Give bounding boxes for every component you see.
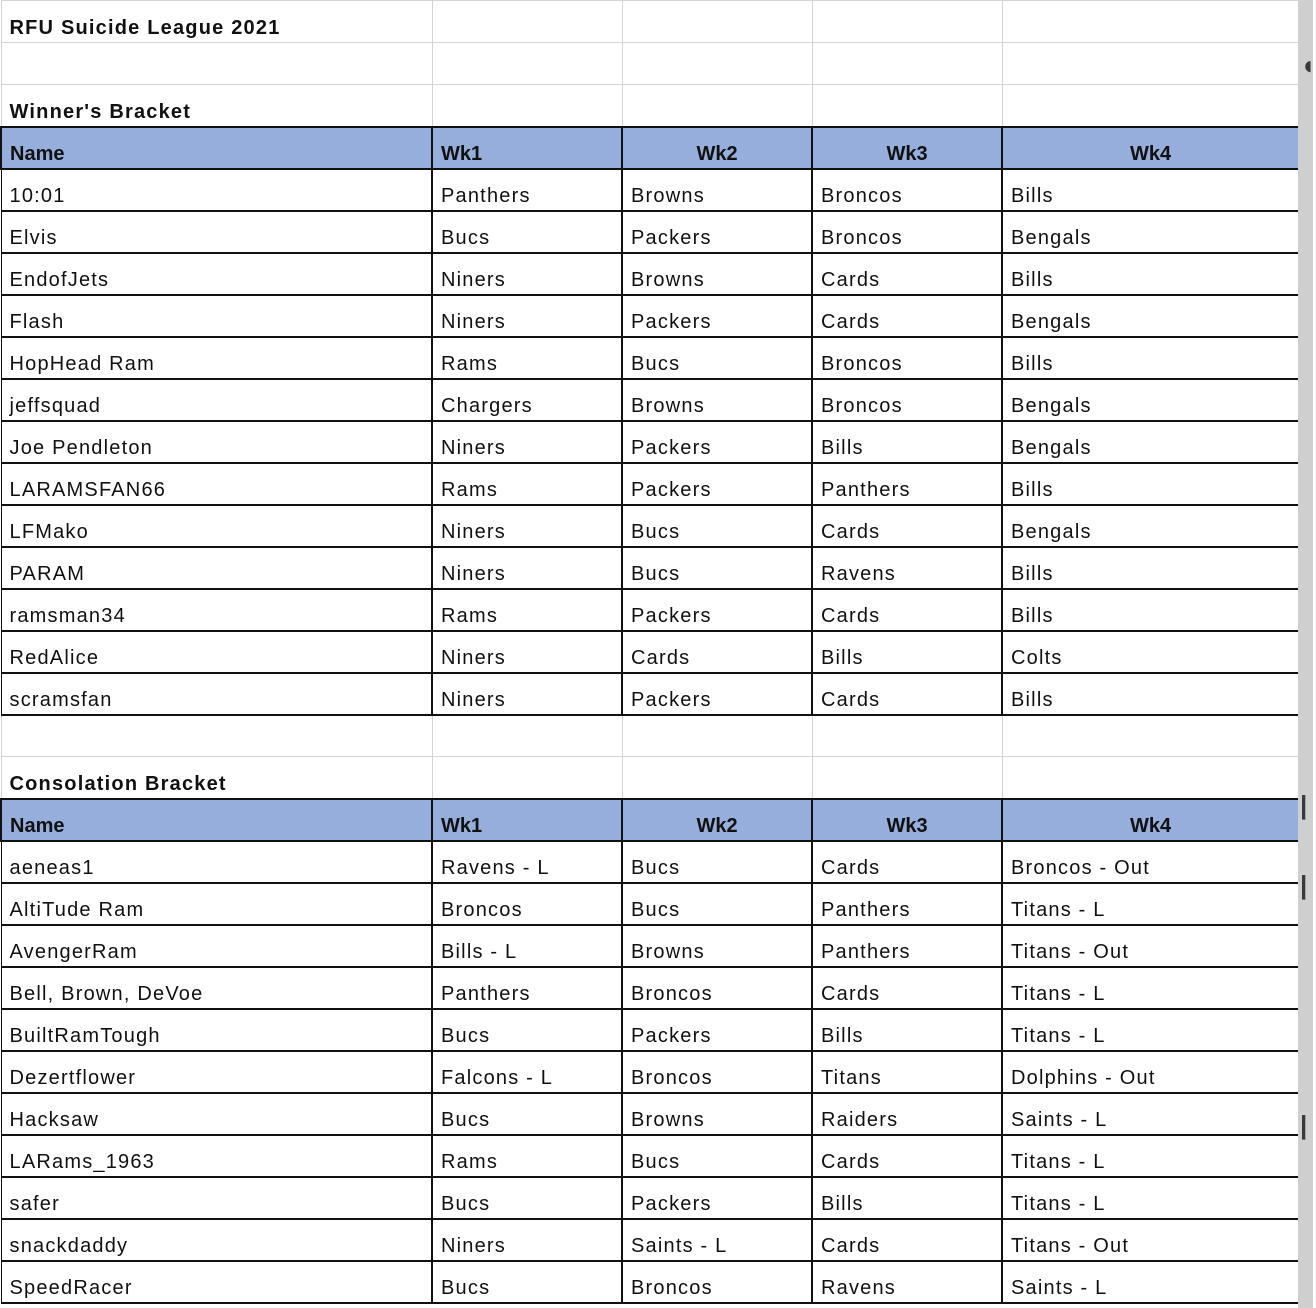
wk1-pick-cell[interactable]: Niners bbox=[432, 253, 622, 295]
player-name-cell[interactable]: LFMako bbox=[1, 505, 432, 547]
wk3-pick-cell[interactable]: Broncos bbox=[812, 211, 1002, 253]
wk2-pick-cell[interactable]: Saints - L bbox=[622, 1219, 812, 1261]
wk1-pick-cell[interactable]: Bucs bbox=[432, 1261, 622, 1303]
wk2-pick-cell[interactable]: Packers bbox=[622, 211, 812, 253]
header-wk2[interactable]: Wk2 bbox=[622, 799, 812, 841]
wk4-pick-cell[interactable]: Bengals bbox=[1002, 295, 1299, 337]
consolation-row bbox=[1, 1093, 1299, 1135]
player-name-cell[interactable]: Hacksaw bbox=[1, 1093, 432, 1135]
header-wk4[interactable]: Wk4 bbox=[1002, 799, 1299, 841]
wk3-pick-cell[interactable]: Bills bbox=[812, 631, 1002, 673]
player-name-cell[interactable]: LARAMSFAN66 bbox=[1, 463, 432, 505]
player-name-cell[interactable]: BuiltRamTough bbox=[1, 1009, 432, 1051]
wk2-pick-cell[interactable]: Packers bbox=[622, 463, 812, 505]
consolation-row bbox=[1, 967, 1299, 1009]
wk4-pick-cell[interactable]: Titans - L bbox=[1002, 1177, 1299, 1219]
consolation-row bbox=[1, 1177, 1299, 1219]
wk4-pick-cell[interactable]: Bills bbox=[1002, 673, 1299, 715]
consolation-row bbox=[1, 1051, 1299, 1093]
wk2-pick-cell[interactable]: Bucs bbox=[622, 547, 812, 589]
wk3-pick-cell[interactable]: Cards bbox=[812, 1135, 1002, 1177]
wk2-pick-cell[interactable]: Bucs bbox=[622, 505, 812, 547]
player-name-cell[interactable]: Joe Pendleton bbox=[1, 421, 432, 463]
wk1-pick-cell[interactable]: Niners bbox=[432, 1219, 622, 1261]
player-name-cell[interactable]: Dezertflower bbox=[1, 1051, 432, 1093]
wk4-pick-cell[interactable]: Titans - Out bbox=[1002, 1219, 1299, 1261]
wk4-pick-cell[interactable]: Bengals bbox=[1002, 211, 1299, 253]
wk1-pick-cell[interactable]: Bucs bbox=[432, 1093, 622, 1135]
wk1-pick-cell[interactable]: Panthers bbox=[432, 967, 622, 1009]
wk3-pick-cell[interactable]: Broncos bbox=[812, 379, 1002, 421]
player-name-cell[interactable]: AltiTude Ram bbox=[1, 883, 432, 925]
wk3-pick-cell[interactable]: Cards bbox=[812, 589, 1002, 631]
wk2-pick-cell[interactable]: Browns bbox=[622, 253, 812, 295]
wk2-pick-cell[interactable]: Browns bbox=[622, 1093, 812, 1135]
wk1-pick-cell[interactable]: Rams bbox=[432, 337, 622, 379]
winners-bracket-label[interactable]: Winner's Bracket bbox=[1, 85, 432, 127]
player-name-cell[interactable]: EndofJets bbox=[1, 253, 432, 295]
consolation-header-row bbox=[1, 799, 1299, 841]
wk4-pick-cell[interactable]: Bengals bbox=[1002, 505, 1299, 547]
winners-row bbox=[1, 589, 1299, 631]
header-wk3[interactable]: Wk3 bbox=[812, 127, 1002, 169]
wk3-pick-cell[interactable]: Cards bbox=[812, 505, 1002, 547]
wk4-pick-cell[interactable]: Bengals bbox=[1002, 379, 1299, 421]
wk1-pick-cell[interactable]: Chargers bbox=[432, 379, 622, 421]
player-name-cell[interactable]: scramsfan bbox=[1, 673, 432, 715]
winners-row bbox=[1, 379, 1299, 421]
wk1-pick-cell[interactable]: Ravens - L bbox=[432, 841, 622, 883]
wk1-pick-cell[interactable]: Niners bbox=[432, 505, 622, 547]
wk3-pick-cell[interactable]: Bills bbox=[812, 1177, 1002, 1219]
partial-glyph: ◖ bbox=[1300, 50, 1316, 80]
winners-row bbox=[1, 547, 1299, 589]
partial-glyph: | bbox=[1300, 870, 1308, 900]
wk2-pick-cell[interactable]: Packers bbox=[622, 421, 812, 463]
wk4-pick-cell[interactable]: Bills bbox=[1002, 463, 1299, 505]
winners-row bbox=[1, 169, 1299, 211]
player-name-cell[interactable]: Elvis bbox=[1, 211, 432, 253]
winners-row bbox=[1, 505, 1299, 547]
player-name-cell[interactable]: LARams_1963 bbox=[1, 1135, 432, 1177]
header-wk3[interactable]: Wk3 bbox=[812, 799, 1002, 841]
wk4-pick-cell[interactable]: Dolphins - Out bbox=[1002, 1051, 1299, 1093]
wk4-pick-cell[interactable]: Colts bbox=[1002, 631, 1299, 673]
wk4-pick-cell[interactable]: Bills bbox=[1002, 589, 1299, 631]
wk1-pick-cell[interactable]: Panthers bbox=[432, 169, 622, 211]
winners-row bbox=[1, 631, 1299, 673]
wk2-pick-cell[interactable]: Cards bbox=[622, 631, 812, 673]
wk4-pick-cell[interactable]: Titans - L bbox=[1002, 967, 1299, 1009]
wk2-pick-cell[interactable]: Packers bbox=[622, 1009, 812, 1051]
winners-row bbox=[1, 337, 1299, 379]
player-name-cell[interactable]: Flash bbox=[1, 295, 432, 337]
wk1-pick-cell[interactable]: Bills - L bbox=[432, 925, 622, 967]
wk4-pick-cell[interactable]: Bills bbox=[1002, 253, 1299, 295]
wk3-pick-cell[interactable]: Bills bbox=[812, 1009, 1002, 1051]
player-name-cell[interactable]: PARAM bbox=[1, 547, 432, 589]
consolation-row bbox=[1, 1009, 1299, 1051]
wk2-pick-cell[interactable]: Packers bbox=[622, 295, 812, 337]
wk4-pick-cell[interactable]: Saints - L bbox=[1002, 1093, 1299, 1135]
winners-row bbox=[1, 295, 1299, 337]
winners-row bbox=[1, 463, 1299, 505]
wk4-pick-cell[interactable]: Bills bbox=[1002, 547, 1299, 589]
wk3-pick-cell[interactable]: Ravens bbox=[812, 547, 1002, 589]
consolation-row bbox=[1, 841, 1299, 883]
wk3-pick-cell[interactable]: Cards bbox=[812, 967, 1002, 1009]
winners-row bbox=[1, 211, 1299, 253]
winners-header-row bbox=[1, 127, 1299, 169]
player-name-cell[interactable]: HopHead Ram bbox=[1, 337, 432, 379]
wk1-pick-cell[interactable]: Bucs bbox=[432, 1009, 622, 1051]
wk1-pick-cell[interactable]: Niners bbox=[432, 547, 622, 589]
consolation-row bbox=[1, 925, 1299, 967]
wk3-pick-cell[interactable]: Cards bbox=[812, 295, 1002, 337]
partial-glyph: | bbox=[1300, 790, 1308, 820]
wk4-pick-cell[interactable]: Saints - L bbox=[1002, 1261, 1299, 1303]
winners-row bbox=[1, 673, 1299, 715]
sheet-title[interactable]: RFU Suicide League 2021 bbox=[1, 1, 432, 43]
winners-row bbox=[1, 421, 1299, 463]
consolation-bracket-label[interactable]: Consolation Bracket bbox=[1, 757, 432, 799]
wk4-pick-cell[interactable]: Bengals bbox=[1002, 421, 1299, 463]
wk1-pick-cell[interactable]: Rams bbox=[432, 589, 622, 631]
wk3-pick-cell[interactable]: Panthers bbox=[812, 883, 1002, 925]
wk4-pick-cell[interactable]: Titans - L bbox=[1002, 1009, 1299, 1051]
wk3-pick-cell[interactable]: Ravens bbox=[812, 1261, 1002, 1303]
wk1-pick-cell[interactable]: Broncos bbox=[432, 883, 622, 925]
wk2-pick-cell[interactable]: Broncos bbox=[622, 1051, 812, 1093]
wk3-pick-cell[interactable]: Cards bbox=[812, 673, 1002, 715]
wk1-pick-cell[interactable]: Niners bbox=[432, 421, 622, 463]
wk3-pick-cell[interactable]: Broncos bbox=[812, 169, 1002, 211]
player-name-cell[interactable]: ramsman34 bbox=[1, 589, 432, 631]
wk3-pick-cell[interactable]: Panthers bbox=[812, 925, 1002, 967]
wk3-pick-cell[interactable]: Cards bbox=[812, 253, 1002, 295]
wk2-pick-cell[interactable]: Bucs bbox=[622, 883, 812, 925]
wk4-pick-cell[interactable]: Titans - Out bbox=[1002, 925, 1299, 967]
wk2-pick-cell[interactable]: Bucs bbox=[622, 841, 812, 883]
wk2-pick-cell[interactable]: Packers bbox=[622, 589, 812, 631]
header-name[interactable]: Name bbox=[1, 799, 432, 841]
wk2-pick-cell[interactable]: Bucs bbox=[622, 337, 812, 379]
player-name-cell[interactable]: Bell, Brown, DeVoe bbox=[1, 967, 432, 1009]
consolation-row bbox=[1, 1261, 1299, 1303]
wk1-pick-cell[interactable]: Falcons - L bbox=[432, 1051, 622, 1093]
player-name-cell[interactable]: jeffsquad bbox=[1, 379, 432, 421]
wk4-pick-cell[interactable]: Broncos - Out bbox=[1002, 841, 1299, 883]
wk2-pick-cell[interactable]: Packers bbox=[622, 1177, 812, 1219]
wk1-pick-cell[interactable]: Bucs bbox=[432, 211, 622, 253]
header-wk2[interactable]: Wk2 bbox=[622, 127, 812, 169]
wk1-pick-cell[interactable]: Rams bbox=[432, 1135, 622, 1177]
consolation-row bbox=[1, 883, 1299, 925]
adjacent-window-edge bbox=[1298, 0, 1316, 1308]
wk2-pick-cell[interactable]: Browns bbox=[622, 379, 812, 421]
wk2-pick-cell[interactable]: Broncos bbox=[622, 1261, 812, 1303]
wk3-pick-cell[interactable]: Bills bbox=[812, 421, 1002, 463]
player-name-cell[interactable]: safer bbox=[1, 1177, 432, 1219]
player-name-cell[interactable]: aeneas1 bbox=[1, 841, 432, 883]
wk2-pick-cell[interactable]: Broncos bbox=[622, 967, 812, 1009]
wk3-pick-cell[interactable]: Panthers bbox=[812, 463, 1002, 505]
wk4-pick-cell[interactable]: Titans - L bbox=[1002, 1135, 1299, 1177]
wk3-pick-cell[interactable]: Broncos bbox=[812, 337, 1002, 379]
player-name-cell[interactable]: 10:01 bbox=[1, 169, 432, 211]
player-name-cell[interactable]: SpeedRacer bbox=[1, 1261, 432, 1303]
header-wk1[interactable]: Wk1 bbox=[432, 127, 622, 169]
wk2-pick-cell[interactable]: Bucs bbox=[622, 1135, 812, 1177]
wk3-pick-cell[interactable]: Raiders bbox=[812, 1093, 1002, 1135]
header-name[interactable]: Name bbox=[1, 127, 432, 169]
wk2-pick-cell[interactable]: Browns bbox=[622, 925, 812, 967]
partial-glyph: | bbox=[1300, 1110, 1308, 1140]
consolation-row bbox=[1, 1219, 1299, 1261]
player-name-cell[interactable]: RedAlice bbox=[1, 631, 432, 673]
wk1-pick-cell[interactable]: Niners bbox=[432, 673, 622, 715]
wk1-pick-cell[interactable]: Niners bbox=[432, 631, 622, 673]
wk4-pick-cell[interactable]: Bills bbox=[1002, 337, 1299, 379]
consolation-row bbox=[1, 1135, 1299, 1177]
header-wk4[interactable]: Wk4 bbox=[1002, 127, 1299, 169]
header-wk1[interactable]: Wk1 bbox=[432, 799, 622, 841]
wk1-pick-cell[interactable]: Rams bbox=[432, 463, 622, 505]
wk4-pick-cell[interactable]: Bills bbox=[1002, 169, 1299, 211]
wk2-pick-cell[interactable]: Browns bbox=[622, 169, 812, 211]
wk3-pick-cell[interactable]: Cards bbox=[812, 1219, 1002, 1261]
wk3-pick-cell[interactable]: Cards bbox=[812, 841, 1002, 883]
wk3-pick-cell[interactable]: Titans bbox=[812, 1051, 1002, 1093]
wk1-pick-cell[interactable]: Bucs bbox=[432, 1177, 622, 1219]
winners-row bbox=[1, 253, 1299, 295]
wk2-pick-cell[interactable]: Packers bbox=[622, 673, 812, 715]
player-name-cell[interactable]: AvengerRam bbox=[1, 925, 432, 967]
wk4-pick-cell[interactable]: Titans - L bbox=[1002, 883, 1299, 925]
wk1-pick-cell[interactable]: Niners bbox=[432, 295, 622, 337]
player-name-cell[interactable]: snackdaddy bbox=[1, 1219, 432, 1261]
